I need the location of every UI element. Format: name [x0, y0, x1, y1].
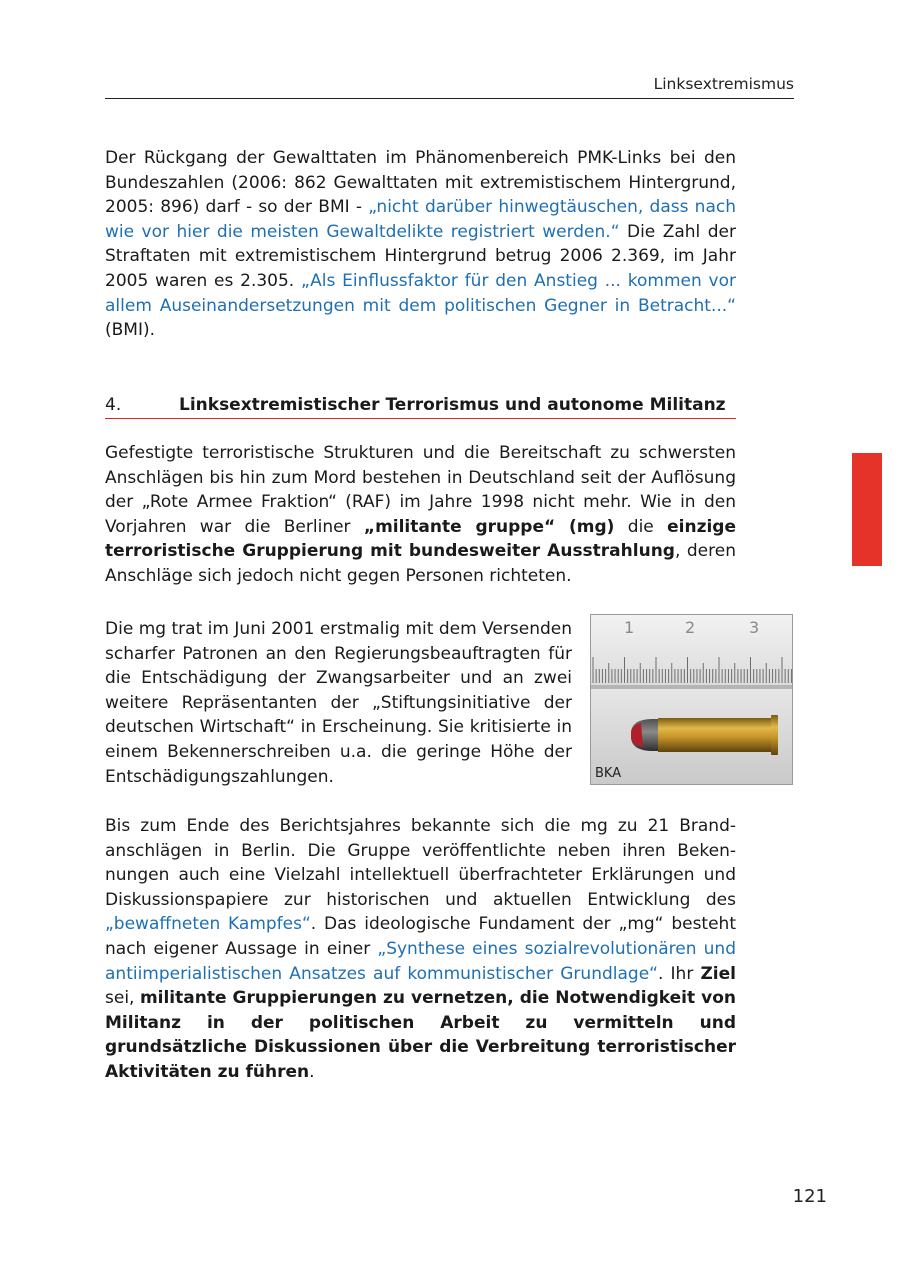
- text-run: Gefestigte terroristische Strukturen und die Bereitschaft zu schwersten Anschlägen bis hin zum Mord bestehen in Deutschland seit der Auflösung der „Rote Armee Fraktion“ (RAF) im Jahre 1998 nicht mehr. Wie in den Vorjahren war die Berliner: [105, 443, 736, 537]
- cartridge-case: [658, 718, 773, 752]
- bold-militante-gruppe: „militante gruppe“ (mg): [363, 516, 615, 537]
- photo-credit: BKA: [595, 766, 622, 781]
- text-run: Der Rückgang der Gewalttaten im Phänomenbereich PMK-Links bei den Bundeszahlen (2006: 862 Gewalttaten mit extremistischem Hintergrund, 2005: 896) darf - so der BMI -: [105, 148, 736, 218]
- section-heading: [105, 393, 736, 419]
- text-run: , deren Anschläge sich jedoch nicht gegen Personen richteten.: [105, 541, 736, 586]
- ruler-label: 1: [624, 618, 635, 637]
- text-run: . Das ideologische Fundament der „mg“ besteht nach eigener Aussage in einer: [105, 914, 736, 959]
- header-rule: [105, 98, 794, 99]
- paragraph-terrorismus: [105, 441, 736, 589]
- bold-ziel: Ziel: [700, 963, 736, 984]
- text-run: Bis zum Ende des Berichtsjahres bekannte sich die mg zu 21 Brandanschlägen in Berlin. Die Gruppe veröffentlichte neben ihren Bekennungen auch eine Vielzahl intellektuell überfrachteter Erklärungen und Diskussionspapiere zur historischen und aktuellen Entwicklung des: [105, 816, 736, 910]
- page-number: 121: [792, 1186, 827, 1207]
- quote-bmi-2: „Als Einflussfaktor für den Anstieg ... kommen vor allem Auseinandersetzungen mit dem politischen Gegner in Betracht...“: [105, 270, 736, 316]
- section-number: 4.: [105, 395, 122, 415]
- cartridge-photo: [590, 614, 793, 785]
- section-title: Linksextremistischer Terrorismus und autonome Militanz: [179, 395, 726, 415]
- text-run: .: [309, 1061, 315, 1082]
- paragraph-mg-2001: [105, 617, 572, 789]
- cartridge-rim: [771, 715, 778, 755]
- chapter-tab-marker: [852, 453, 882, 566]
- text-run: die: [614, 516, 668, 537]
- text-run: sei,: [105, 988, 140, 1009]
- text-run: (BMI).: [105, 320, 156, 341]
- bold-einzige-gruppierung: einzige terroristische Gruppierung mit bundesweiter Ausstrahlung: [105, 516, 736, 562]
- text-run: Die Zahl der Straftaten mit extremistischem Hintergrund betrug 2006 2.369, im Jahr 2005 waren es 2.305.: [105, 221, 736, 291]
- text-run: Die mg trat im Juni 2001 erstmalig mit dem Versenden scharfer Patronen an den Regierungsbeauftragten für die Entschädigung der Zwangsarbeiter und an zwei weitere Repräsentanten der „Stiftungsinitiative der deutschen Wirtschaft“ in Erscheinung. Sie kritisierte in einem Bekennerschreiben u.a. die geringe Höhe der Entschädigungszahlungen.: [105, 619, 572, 787]
- ruler-label: 3: [749, 618, 760, 637]
- paragraph-brandanschlaege: [105, 814, 736, 1085]
- running-header: Linksextremismus: [653, 75, 794, 93]
- text-run: . Ihr: [657, 963, 701, 984]
- ruler-edge: [591, 685, 793, 689]
- quote-bmi-1: „nicht darüber hinwegtäuschen, dass nach wie vor hier die meisten Gewaltdelikte registriert werden.“: [105, 197, 736, 242]
- quote-synthese: „Synthese eines sozialrevolutionären und antiimperialistischen Ansatzes auf kommunistischer Grundlage“: [105, 938, 736, 984]
- bold-ziele-liste: militante Gruppierungen zu vernetzen, die Notwendigkeit von Militanz in der politischen Arbeit zu vermitteln und grundsätzliche Diskussionen über die Verbreitung terroristischer Aktivitäten zu führen: [105, 988, 736, 1082]
- ruler-label: 2: [685, 618, 696, 637]
- quote-bewaffneter-kampf: „bewaffneten Kampfes“: [105, 914, 311, 935]
- paragraph-gewalttaten: [105, 146, 736, 343]
- cartridge-illustration: [591, 615, 793, 785]
